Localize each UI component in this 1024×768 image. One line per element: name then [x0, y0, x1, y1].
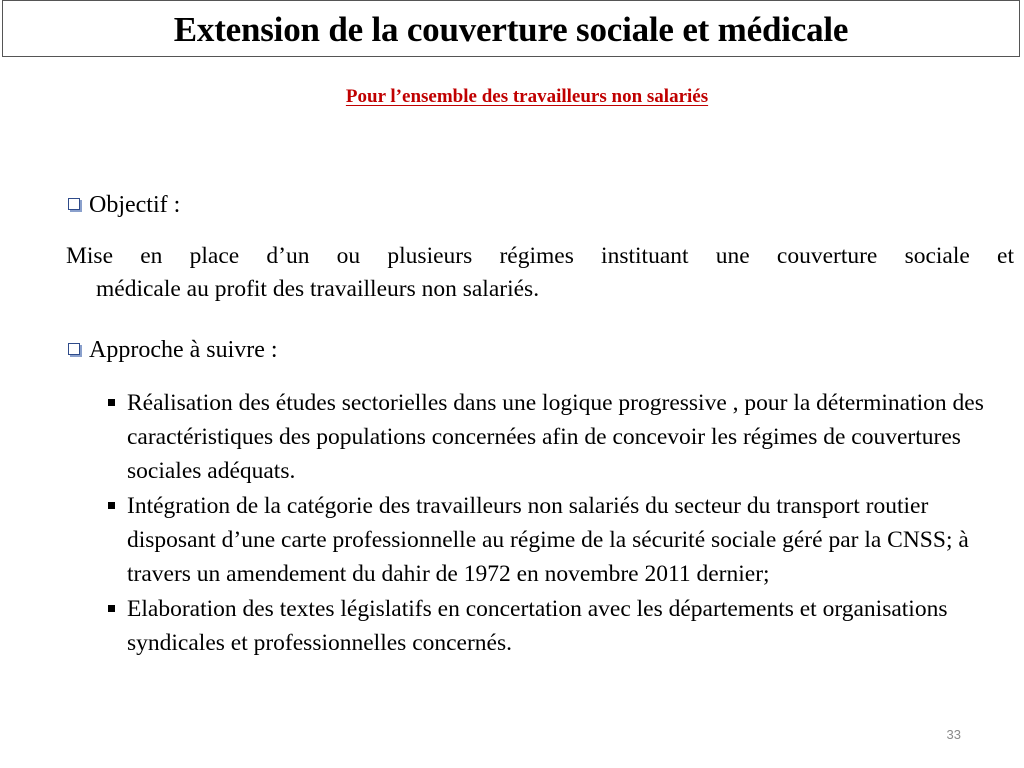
checkbox-bullet-icon [68, 198, 80, 210]
square-bullet-icon [108, 605, 115, 612]
list-item [106, 592, 1018, 660]
slide-subtitle: Pour l’ensemble des travailleurs non salariés [345, 86, 709, 107]
objective-text-line-2: médicale au profit des travailleurs non salariés. [96, 276, 540, 302]
objective-heading-row [68, 190, 180, 220]
approach-item-text: Réalisation des études sectorielles dans une logique progressive , pour la détermination des caractéristiques des populations concernées afin de concevoir les régimes de couvertures sociales adéquats. [127, 390, 984, 484]
approach-heading-row [68, 335, 278, 365]
objective-text-line-1: Mise en place d’un ou plusieurs régimes instituant une couverture sociale et [66, 243, 1014, 269]
approach-item-text: Intégration de la catégorie des travailleurs non salariés du secteur du transport routier disposant d’une carte professionnelle au régime de la sécurité sociale géré par la CNSS; à travers un amendement du dahir de 1972 en novembre 2011 dernier; [127, 493, 969, 587]
approach-heading: Approche à suivre : [89, 337, 278, 363]
objective-text [66, 240, 1014, 306]
list-item [106, 489, 1018, 591]
slide-title-box [2, 0, 1020, 57]
approach-item-text: Elaboration des textes législatifs en concertation avec les départements et organisations syndicales et professionnelles concernés. [127, 596, 948, 656]
square-bullet-icon [108, 502, 115, 509]
checkbox-bullet-icon [68, 343, 80, 355]
slide-title: Extension de la couverture sociale et médicale [173, 10, 849, 49]
page-number: 33 [946, 727, 961, 742]
objective-heading: Objectif : [89, 192, 181, 218]
square-bullet-icon [108, 399, 115, 406]
list-item [106, 386, 1018, 488]
approach-list [106, 386, 1018, 661]
